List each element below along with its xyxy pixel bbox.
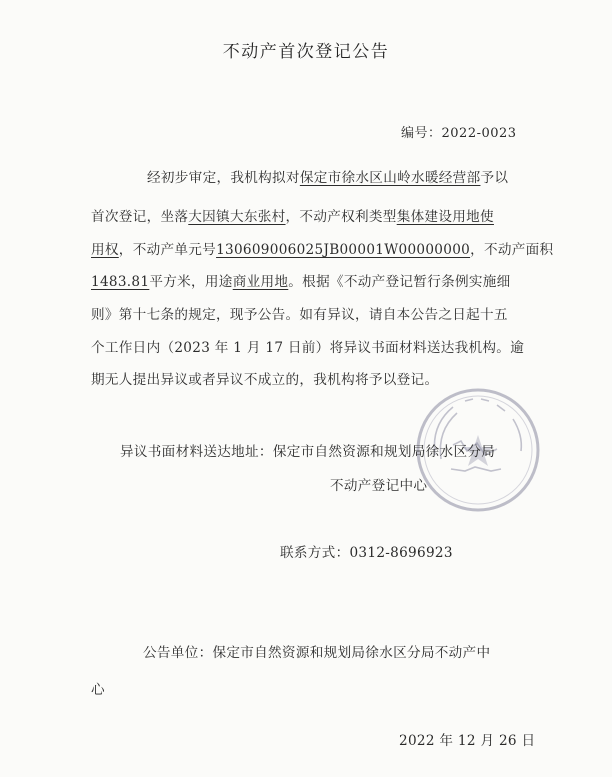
paragraph-line-1: [147, 166, 508, 186]
text-run: 经初步审定，我机构拟对: [147, 170, 300, 186]
area-value: 1483.81: [91, 274, 150, 290]
text-run: ，不动产面积: [470, 242, 554, 258]
objection-address: 异议书面材料送达地址：保定市自然资源和规划局徐水区分局: [120, 444, 496, 460]
right-type-cont: 用权: [91, 242, 119, 258]
land-use: 商业用地: [232, 274, 289, 290]
document-number: 编号：2022-0023: [401, 126, 517, 141]
paragraph-line-4: [91, 270, 511, 290]
issuer-line-1: 公告单位：保定市自然资源和规划局徐水区分局不动产中: [143, 645, 491, 661]
text-run: 首次登记，坐落: [91, 209, 189, 225]
paragraph-line-6: 个工作日内（2023 年 1 月 17 日前）将异议书面材料送达我机构。逾: [91, 340, 525, 356]
text-run: ，不动产单元号: [118, 242, 217, 258]
paragraph-line-7: 期无人提出异议或者异议不成立的，我机构将予以登记。: [91, 372, 439, 388]
paragraph-line-2: [91, 205, 494, 225]
issuer-line-2: 心: [91, 682, 105, 698]
document-title: 不动产首次登记公告: [222, 42, 390, 62]
text-run: 予以: [480, 170, 509, 186]
right-type: 集体建设用地使: [396, 209, 494, 225]
notice-date: 2022 年 12 月 26 日: [399, 733, 536, 749]
objection-address-unit: 不动产登记中心: [330, 478, 428, 494]
paragraph-line-3: [91, 238, 553, 258]
text-run: 。根据《不动产登记暂行条例实施细: [288, 274, 511, 290]
contact-info: 联系方式：0312-8696923: [280, 545, 453, 561]
unit-number: 130609006025JB00001W00000000: [216, 242, 471, 258]
text-run: 平方米，用途: [149, 274, 233, 290]
paragraph-line-5: 则》第十七条的规定，现予公告。如有异议，请自本公告之日起十五: [91, 307, 508, 323]
applicant-name: 保定市徐水区山岭水暖经营部: [299, 170, 481, 186]
property-location: 大因镇大东张村: [188, 209, 286, 225]
text-run: ，不动产权利类型: [285, 209, 397, 225]
